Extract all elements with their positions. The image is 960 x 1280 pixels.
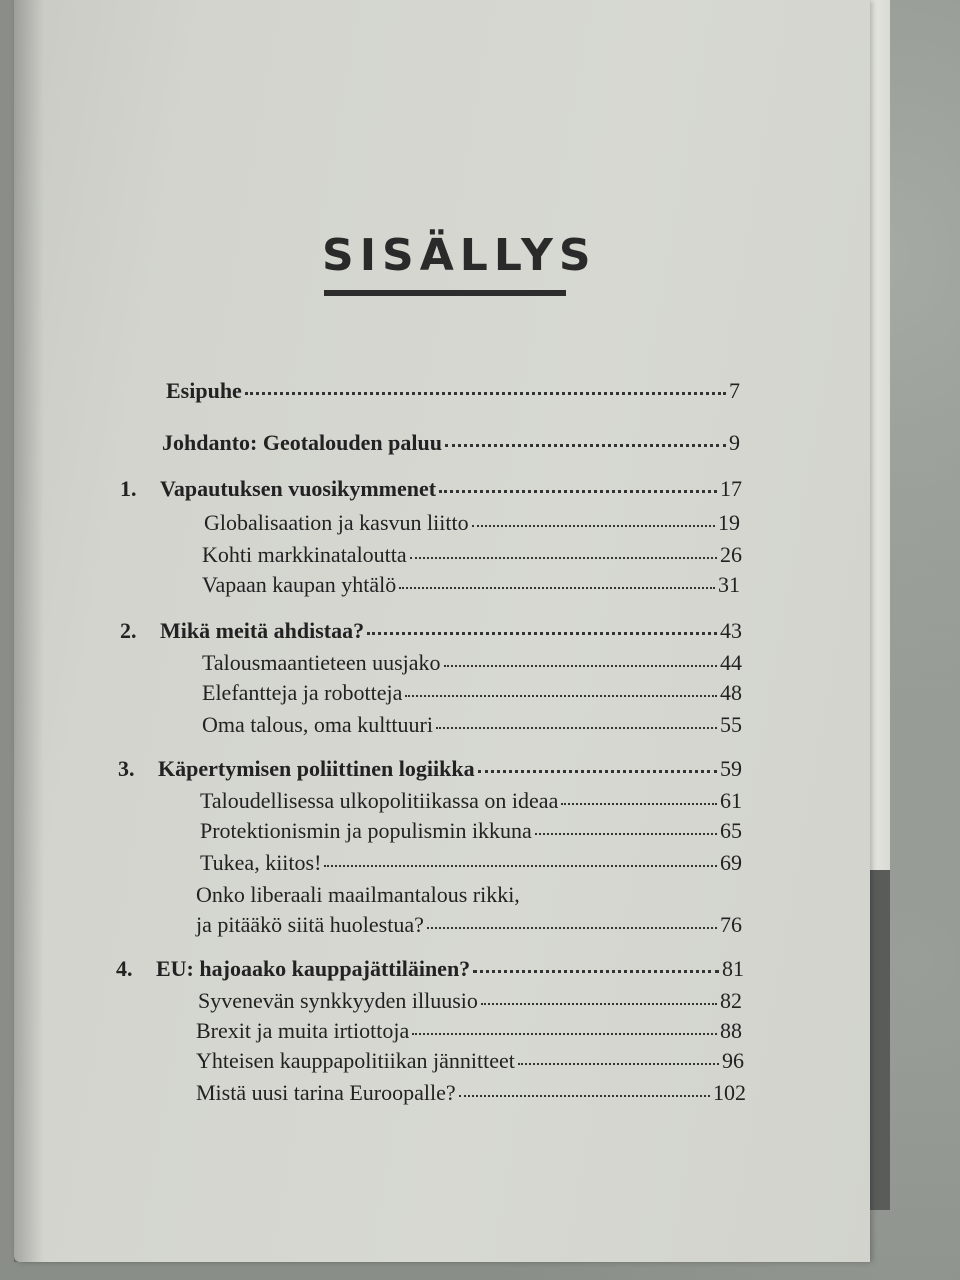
toc-entry-label: Elefantteja ja robotteja	[202, 680, 403, 705]
toc-entry-label: EU: hajoaako kauppajättiläinen?	[156, 956, 471, 981]
page-number: 69	[720, 850, 742, 875]
dot-leader	[478, 770, 717, 773]
toc-entry-label: Johdanto: Geotalouden paluu	[162, 430, 442, 455]
page-number: 19	[718, 510, 740, 535]
dot-leader	[518, 1063, 719, 1065]
dot-leader	[459, 1095, 710, 1097]
page-number: 44	[720, 650, 742, 675]
page-number: 55	[720, 712, 742, 737]
page-number: 43	[720, 618, 742, 643]
dot-leader	[412, 1033, 717, 1035]
chapter-number: 4.	[116, 956, 133, 981]
toc-entry-label: Globalisaation ja kasvun liitto	[204, 510, 469, 535]
page-number: 102	[713, 1080, 746, 1105]
toc-entry	[202, 680, 742, 706]
toc-entry	[166, 378, 740, 404]
page-number: 31	[718, 572, 740, 597]
page-number: 88	[720, 1018, 742, 1043]
toc-entry-label: Mistä uusi tarina Euroopalle?	[196, 1080, 456, 1105]
toc-entry	[196, 1048, 744, 1074]
page-number: 9	[729, 430, 740, 455]
toc-entry	[196, 1080, 746, 1106]
dot-leader	[535, 833, 717, 835]
toc-entry-label: Taloudellisessa ulkopolitiikassa on ideaa	[200, 788, 559, 813]
toc-entry-label: Yhteisen kauppapolitiikan jännitteet	[196, 1048, 515, 1073]
page-number: 17	[720, 476, 742, 501]
toc-entry	[202, 650, 742, 676]
toc-entry	[202, 572, 740, 598]
page-number: 59	[720, 756, 742, 781]
dot-leader	[445, 444, 726, 447]
toc-entry-first-line: Onko liberaali maailmantalous rikki,	[196, 882, 520, 907]
toc-entry-label: Vapaan kaupan yhtälö	[202, 572, 397, 597]
toc-entry	[200, 850, 742, 876]
page-number: 76	[720, 912, 742, 937]
dot-leader	[399, 587, 715, 589]
dot-leader	[245, 392, 726, 395]
toc-entry	[120, 476, 742, 502]
dot-leader	[436, 727, 717, 729]
page-number: 81	[722, 956, 744, 981]
toc-entry	[162, 430, 740, 456]
toc-entry-label: Tukea, kiitos!	[200, 850, 322, 875]
dot-leader	[367, 632, 717, 635]
toc-entry-label: Brexit ja muita irtiottoja	[196, 1018, 410, 1043]
toc-entry-label: Oma talous, oma kulttuuri	[202, 712, 433, 737]
page-title: SISÄLLYS	[322, 230, 597, 281]
toc-entry	[196, 912, 742, 938]
toc-entry	[200, 818, 742, 844]
toc-entry	[120, 618, 742, 644]
toc-entry	[200, 788, 742, 814]
dot-leader	[410, 557, 717, 559]
dot-leader	[427, 927, 717, 929]
chapter-number: 1.	[120, 476, 137, 501]
dot-leader	[444, 665, 717, 667]
page-number: 48	[720, 680, 742, 705]
chapter-number: 3.	[118, 756, 135, 781]
toc-entry	[116, 956, 744, 982]
page-number: 82	[720, 988, 742, 1013]
dot-leader	[481, 1003, 717, 1005]
dot-leader	[324, 865, 717, 867]
toc-entry-label: Mikä meitä ahdistaa?	[160, 618, 365, 643]
toc-entry-label: Kohti markkinataloutta	[202, 542, 407, 567]
toc-entry-label: Syvenevän synkkyyden illuusio	[198, 988, 478, 1013]
dot-leader	[439, 490, 717, 493]
toc-entry-label: Talousmaantieteen uusjako	[202, 650, 441, 675]
toc-entry-label: ja pitääkö siitä huolestua?	[196, 912, 424, 937]
dot-leader	[405, 695, 717, 697]
page-number: 65	[720, 818, 742, 843]
toc-entry	[196, 1018, 742, 1044]
toc-entry-label: Käpertymisen poliittinen logiikka	[158, 756, 475, 781]
toc-entry	[198, 988, 742, 1014]
toc-entry	[202, 712, 742, 738]
dot-leader	[473, 970, 719, 973]
toc-entry-label: Vapautuksen vuosikymmenet	[160, 476, 437, 501]
page-number: 7	[729, 378, 740, 403]
toc-entry	[118, 756, 742, 782]
page-number: 26	[720, 542, 742, 567]
chapter-number: 2.	[120, 618, 137, 643]
toc-entry-label: Protektionismin ja populismin ikkuna	[200, 818, 532, 843]
toc-entry	[202, 542, 742, 568]
dot-leader	[472, 525, 715, 527]
dot-leader	[561, 803, 717, 805]
page-number: 96	[722, 1048, 744, 1073]
toc-entry-label: Esipuhe	[166, 378, 242, 403]
page-number: 61	[720, 788, 742, 813]
toc-entry	[204, 510, 740, 536]
